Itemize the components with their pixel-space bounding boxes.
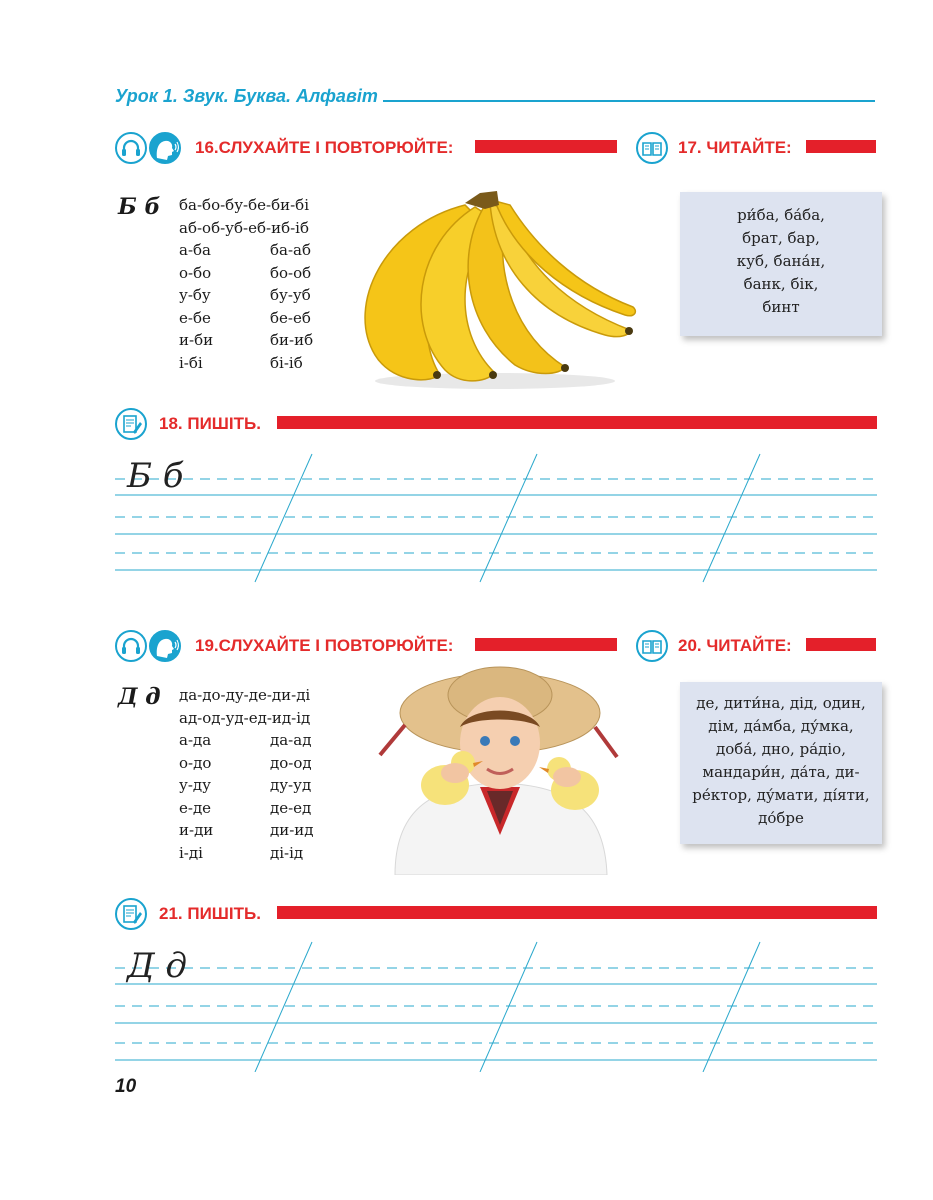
ex19-letter: Д д bbox=[118, 684, 161, 710]
reading-line: доба́, дно, ра́діо, bbox=[716, 740, 846, 758]
speaking-head-icon bbox=[149, 132, 181, 164]
banana-image bbox=[345, 185, 640, 395]
syllable-left: е-де bbox=[179, 798, 212, 817]
syllable-right: бу-уб bbox=[270, 286, 311, 304]
syllable-right: бо-об bbox=[270, 263, 312, 282]
syllable-right: би-иб bbox=[270, 331, 314, 349]
write-icon bbox=[115, 408, 147, 440]
syllable-left: і-бі bbox=[179, 353, 203, 372]
ex21-red-bar bbox=[277, 906, 877, 919]
ex18-red-bar bbox=[277, 416, 877, 429]
syllable-left: а-ба bbox=[179, 241, 211, 259]
ex21-cursive-letters: Д д bbox=[127, 946, 187, 986]
ex16-header bbox=[115, 132, 620, 160]
ex21-title: 21. ПИШІТЬ. bbox=[159, 904, 261, 923]
ex17-red-bar bbox=[806, 140, 876, 153]
ex17-header bbox=[636, 132, 876, 160]
ex20-reading-card bbox=[680, 682, 882, 844]
syllable-left: и-ди bbox=[179, 821, 214, 839]
ex19-header bbox=[115, 630, 620, 658]
syllable-left: е-бе bbox=[179, 308, 211, 327]
ex19-title: 19.СЛУХАЙТЕ І ПОВТОРЮЙТЕ: bbox=[195, 636, 454, 655]
write-icon bbox=[115, 898, 147, 930]
syllable-left: а-да bbox=[179, 731, 212, 749]
ex17-title: 17. ЧИТАЙТЕ: bbox=[678, 138, 792, 157]
ex21-writing-lines bbox=[115, 940, 877, 1070]
reading-line: куб, бана́н, bbox=[736, 252, 826, 270]
syllable-left: ба-бо-бу-бе-би-бі bbox=[179, 196, 309, 214]
ex18-title: 18. ПИШІТЬ. bbox=[159, 414, 261, 433]
speaking-head-icon bbox=[149, 630, 181, 662]
ex18-writing-lines bbox=[115, 452, 877, 582]
syllable-left: да-до-ду-де-ди-ді bbox=[179, 686, 311, 704]
ex16-title: 16.СЛУХАЙТЕ І ПОВТОРЮЙТЕ: bbox=[195, 138, 454, 157]
syllable-left: аб-об-уб-еб-иб-іб bbox=[179, 218, 309, 237]
page-header bbox=[115, 86, 875, 110]
book-icon bbox=[636, 630, 668, 662]
syllable-right: да-ад bbox=[270, 731, 312, 749]
syllable-right: бі-іб bbox=[270, 353, 303, 372]
ex21-header bbox=[115, 898, 877, 926]
syllable-left: і-ді bbox=[179, 843, 203, 862]
boy-with-ducklings-image bbox=[355, 665, 645, 875]
header-rule bbox=[383, 100, 875, 102]
ex20-header bbox=[636, 630, 876, 658]
ex18-cursive-letters: Б б bbox=[127, 456, 184, 496]
page-number: 10 bbox=[115, 1076, 137, 1097]
syllable-right: ди-ид bbox=[270, 821, 314, 839]
syllable-left: о-до bbox=[179, 753, 212, 772]
syllable-left: о-бо bbox=[179, 263, 212, 282]
reading-line: мандари́н, да́та, ди- bbox=[702, 763, 860, 781]
reading-line: дім, да́мба, ду́мка, bbox=[708, 717, 854, 735]
ex18-header bbox=[115, 408, 877, 436]
reading-line: бинт bbox=[762, 298, 800, 316]
ex20-title: 20. ЧИТАЙТЕ: bbox=[678, 636, 792, 655]
syllable-left: у-бу bbox=[179, 286, 211, 304]
reading-line: де, дити́на, дід, один, bbox=[696, 694, 866, 712]
lesson-title: Урок 1. Звук. Буква. Алфавіт bbox=[115, 86, 378, 106]
ex16-letter: Б б bbox=[118, 194, 161, 220]
reading-line: брат, бар, bbox=[742, 229, 820, 247]
headphones-icon bbox=[115, 630, 147, 662]
book-icon bbox=[636, 132, 668, 164]
syllable-left: ад-од-уд-ед-ид-ід bbox=[179, 708, 311, 727]
ex16-red-bar bbox=[475, 140, 617, 153]
reading-line: банк, бік, bbox=[743, 275, 819, 293]
syllable-right: ба-аб bbox=[270, 241, 312, 259]
ex20-red-bar bbox=[806, 638, 876, 651]
reading-line: до́бре bbox=[758, 809, 804, 827]
syllable-left: у-ду bbox=[179, 776, 211, 794]
reading-line: ре́ктор, ду́мати, ді́яти, bbox=[692, 786, 870, 804]
ex17-reading-card bbox=[680, 192, 882, 336]
syllable-right: ді-ід bbox=[270, 843, 304, 862]
syllable-right: ду-уд bbox=[270, 776, 312, 794]
ex19-red-bar bbox=[475, 638, 617, 651]
syllable-right: бе-еб bbox=[270, 308, 311, 327]
syllable-left: и-би bbox=[179, 331, 214, 349]
syllable-right: де-ед bbox=[270, 798, 312, 817]
headphones-icon bbox=[115, 132, 147, 164]
syllable-right: до-од bbox=[270, 753, 312, 772]
reading-line: ри́ба, ба́ба, bbox=[737, 206, 825, 224]
